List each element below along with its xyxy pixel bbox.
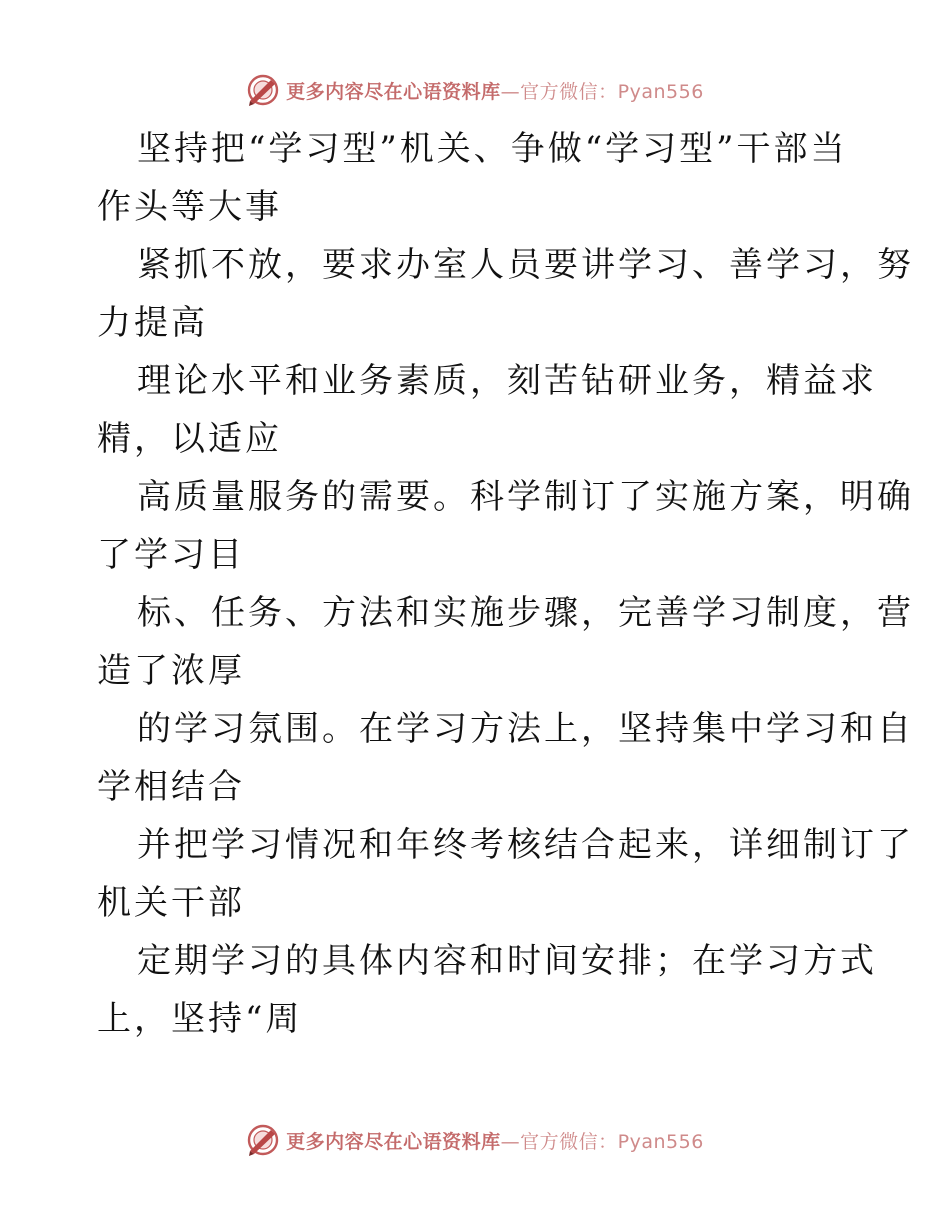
text-line: 的学习氛围。在学习方法上，坚持集中学习和自 bbox=[137, 709, 914, 749]
text-line: 紧抓不放，要求办室人员要讲学习、善学习，努 bbox=[137, 245, 914, 285]
text-line: 标、任务、方法和实施步骤，完善学习制度，营 bbox=[137, 593, 914, 633]
site-name: 更多内容尽在心语资料库 bbox=[286, 1130, 501, 1153]
text-line: 作头等大事 bbox=[97, 187, 282, 227]
pen-logo-icon bbox=[246, 73, 280, 107]
text-line: 坚持把“学习型”机关、争做“学习型”干部当 bbox=[137, 129, 848, 169]
banner-dash: — bbox=[500, 80, 521, 103]
header-banner bbox=[0, 70, 950, 110]
text-line: 理论水平和业务素质，刻苦钻研业务，精益求 bbox=[137, 361, 877, 401]
text-line: 造了浓厚 bbox=[97, 651, 245, 691]
text-line: 上，坚持“周 bbox=[97, 999, 303, 1039]
footer-banner bbox=[0, 1120, 950, 1160]
document-body bbox=[97, 120, 914, 1048]
text-line: 高质量服务的需要。科学制订了实施方案，明确 bbox=[137, 477, 914, 517]
wechat-id: 官方微信：Pyan556 bbox=[520, 1130, 704, 1153]
text-line: 并把学习情况和年终考核结合起来，详细制订了 bbox=[137, 825, 914, 865]
text-line: 了学习目 bbox=[97, 535, 245, 575]
text-line: 精，以适应 bbox=[97, 419, 282, 459]
text-line: 学相结合 bbox=[97, 767, 245, 807]
text-line: 定期学习的具体内容和时间安排；在学习方式 bbox=[137, 941, 877, 981]
wechat-id: 官方微信：Pyan556 bbox=[520, 80, 704, 103]
text-line: 力提高 bbox=[97, 303, 208, 343]
site-name: 更多内容尽在心语资料库 bbox=[286, 80, 501, 103]
pen-logo-icon bbox=[246, 1123, 280, 1157]
banner-text bbox=[286, 1127, 704, 1154]
banner-dash: — bbox=[500, 1130, 521, 1153]
text-line: 机关干部 bbox=[97, 883, 245, 923]
banner-text bbox=[286, 77, 704, 104]
